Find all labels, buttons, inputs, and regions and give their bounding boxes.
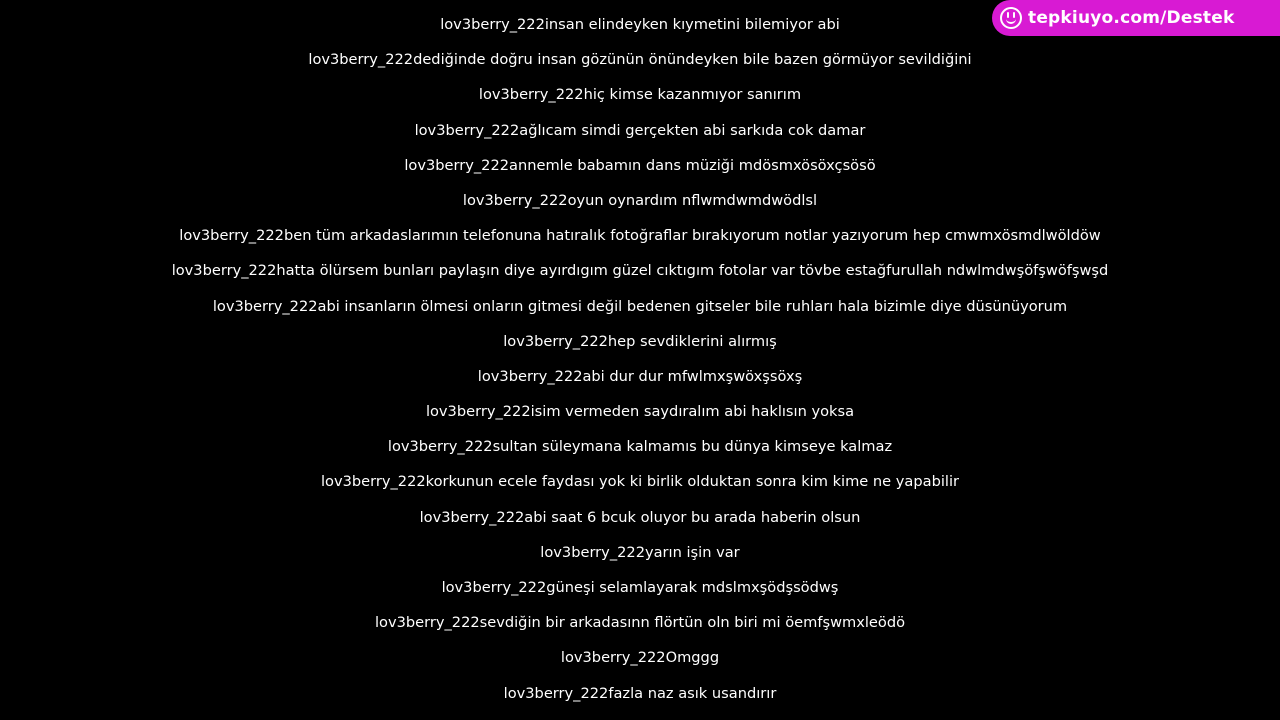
chat-message: lov3berry_222insan elindeyken kıymetini bilemiyor abi [440,16,840,33]
chat-message: lov3berry_222annemle babamın dans müziği mdösmxösöxçsösö [404,156,876,174]
chat-message: lov3berry_222dediğinde doğru insan gözünün önündeyken bile bazen görmüyor sevildiğini [308,51,972,69]
chat-message: lov3berry_222abi dur dur mfwlmxşwöxşsöxş [477,367,803,385]
chat-message: lov3berry_222abi saat 6 bcuk oluyor bu arada haberin olsun [419,508,861,526]
chat-message: lov3berry_222ağlıcam simdi gerçekten abi sarkıda cok damar [414,121,866,139]
chat-message: lov3berry_222abi insanların ölmesi onların gitmesi değil bedenen gitseler bile ruhları hala bizimle diye düsünüyorum [212,297,1068,315]
smile-icon [1000,7,1022,29]
chat-message: lov3berry_222Omggg [560,649,720,667]
support-link-badge[interactable] [992,0,1280,36]
chat-message: lov3berry_222ben tüm arkadaslarımın telefonuna hatıralık fotoğraflar bırakıyorum notlar yazıyorum hep cmwmxösmdlwöldöw [179,227,1101,245]
chat-message-list [0,7,1280,711]
chat-message: lov3berry_222hep sevdiklerini alırmış [503,332,777,350]
support-link-text[interactable]: tepkiuyo.com/Destek [1028,8,1235,28]
chat-message: lov3berry_222yarın işin var [540,543,740,561]
chat-message: lov3berry_222hiç kimse kazanmıyor sanırım [478,86,802,104]
chat-message: lov3berry_222güneşi selamlayarak mdslmxşödşsödwş [441,579,839,596]
chat-message: lov3berry_222fazla naz asık usandırır [503,684,777,702]
chat-message: lov3berry_222korkunun ecele faydası yok ki birlik olduktan sonra kim kime ne yapabilir [320,473,959,491]
chat-message: lov3berry_222oyun oynardım nflwmdwmdwödlsl [462,191,818,209]
chat-message: lov3berry_222isim vermeden saydıralım abi haklısın yoksa [425,403,855,421]
chat-message: lov3berry_222hatta ölürsem bunları paylaşın diye ayırdıgım güzel cıktıgım fotolar var tövbe estağfurullah ndwlmdwşöfşwöfşwşd [171,262,1109,280]
chat-message: lov3berry_222sultan süleymana kalmamıs bu dünya kimseye kalmaz [387,438,893,456]
chat-message: lov3berry_222sevdiğin bir arkadasınn flörtün oln biri mi öemfşwmxleödö [374,614,906,632]
